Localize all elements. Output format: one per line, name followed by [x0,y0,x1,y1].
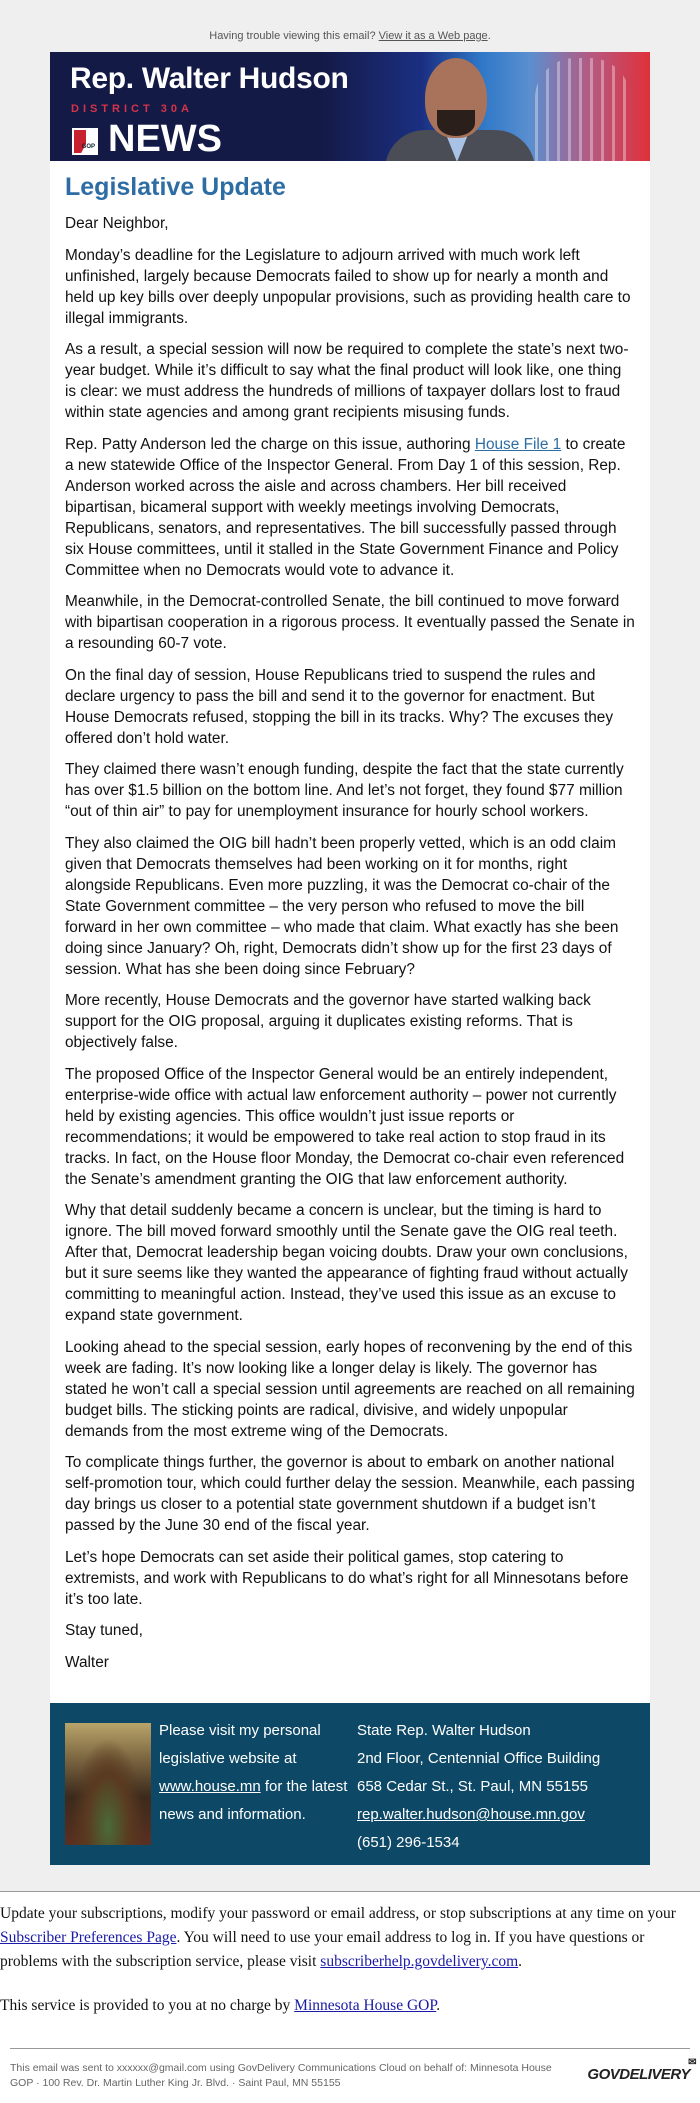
paragraph: They also claimed the OIG bill hadn’t been properly vetted, which is an odd claim given that Democrats themselves had been working on it for months, right alongside Republicans. Even more puzzling, it was the Democrat co-chair of the State Government committee – the very person who refused to move the bill forward in her own committee – who made that claim. What exactly has she been doing since January? Oh, right, Democrats didn’t show up for the first 23 days of session. What has she been doing since February? [65,834,619,978]
text: . [436,1997,441,2014]
header-name: Rep. Walter Hudson [70,62,349,95]
paragraph: To complicate things further, the governor is about to embark on another national self-promotion tour, which could further delay the session. Meanwhile, each passing day brings us closer to a potential state government shutdown if a budget isn’t passed by the June 30 end of the fiscal year. [65,1454,635,1534]
service-text [0,1994,700,2018]
greeting: Dear Neighbor, [65,215,169,232]
trouble-text: Having trouble viewing this email? [209,30,379,42]
paragraph: The proposed Office of the Inspector General would be an entirely independent, enterprise-wide office with actual law enforcement authority – power not currently held by existing agencies. This office wouldn’t just issue reports or recommendations; it would be empowered to take real action to stop fraud in its tracks. In fact, on the House floor Monday, the Democrat co-chair even referenced the Senate’s amendment granting the OIG that law enforcement authority. [65,1065,625,1188]
representative-photo [385,52,535,161]
paragraph [65,434,635,581]
paragraph: Looking ahead to the special session, early hopes of reconvening by the end of this week are fading. It’s now looking like a longer delay is likely. The governor has stated he won’t call a special session until agreements are reached on all remaining budget bills. The sticking points are radical, divisive, and widely unpopular demands from the most extreme wing of the Democrats. [65,1338,635,1440]
signature: Walter [65,1653,109,1671]
website-info [159,1717,357,1845]
contact-phone: (651) 296-1534 [357,1834,460,1851]
paragraph: As a result, a special session will now be required to complete the state’s next two-year budget. While it’s difficult to say what the final product will look like, one thing is clear: we must address the hundreds of millions of taxpayer dollars lost to fraud within state agencies and among grant recipients misusing funds. [65,341,629,421]
page-title: Legislative Update [65,173,286,201]
paragraph: Let’s hope Democrats can set aside their political games, stop catering to extremists, and work with Republicans to do what’s right for all Minnesotans before it’s too late. [65,1548,629,1608]
subscriber-preferences-link[interactable]: Subscriber Preferences Page [0,1929,177,1946]
view-web-page-link[interactable]: View it as a Web page [378,30,488,42]
contact-name: State Rep. Walter Hudson [357,1722,531,1739]
paragraph: They claimed there wasn’t enough funding, despite the fact that the state currently has over $1.5 billion on the bottom line. And let’s not forget, they found $77 million “out of thin air” to pay for unemployment insurance for hourly school workers. [65,761,624,820]
fine-print [0,2049,700,2103]
house-chamber-image [65,1723,151,1845]
email-container [50,52,650,1865]
subscription-footer [0,1892,700,2018]
email-body [50,161,650,1703]
contact-box [50,1703,650,1865]
header-news: NEWS [108,118,222,160]
govdelivery-logo[interactable]: GOVDELIVERY ✉ [587,2057,696,2083]
house-website-link[interactable]: www.house.mn [159,1778,261,1795]
sent-to-text: This email was sent to xxxxxx@gmail.com using GovDelivery Communications Cloud on behalf of: Minnesota House GOP · 100 Rev. Dr. Martin Luther King Jr. Blvd. · Saint Paul, MN 55155 [10,2062,552,2089]
paragraph: On the final day of session, House Republicans tried to suspend the rules and declare urgency to pass the bill and send it to the governor for enactment. But House Democrats refused, stopping the bill in its tracks. Why? The excuses they offered don’t hold water. [65,666,614,747]
capitol-graphic [535,58,630,161]
text: This service is provided to you at no charge by [0,1997,295,2014]
paragraph: Why that detail suddenly became a concern is unclear, but the timing is hard to ignore. The bill moved forward smoothly until the Senate gave the OIG real teeth. After that, Democrat leadership began voicing doubts. Draw your own conclusions, but it sure seems like they wanted the appearance of fighting fraud without actually committing to meaningful action. Instead, they’ve used this issue as an excuse to expand state government. [65,1202,628,1324]
text: for the latest news and information. [159,1778,348,1823]
trouble-viewing-bar [0,30,700,52]
text: . [518,1953,523,1970]
paragraph: Monday’s deadline for the Legislature to adjourn arrived with much work left unfinished, largely because Democrats failed to show up for nearly a month and held up key bills over deeply unpopular provisions, such as providing health care to illegal immigrants. [65,246,631,327]
envelope-icon: ✉ [688,2057,696,2068]
header-district: DISTRICT 30A [71,103,193,115]
text: to create a new statewide Office of the Inspector General. From Day 1 of this session, Rep. Anderson worked across the aisle and across chambers. Her bill received bipartisan, bicameral support with weekly meetings involving Democrats, Republicans, senators, and representatives. The bill successfully passed through six House committees, until it stalled in the State Government Finance and Policy Committee when no Democrats would vote to advance it. [65,435,626,579]
contact-email-link[interactable]: rep.walter.hudson@house.mn.gov [357,1806,585,1823]
paragraph: More recently, House Democrats and the governor have started walking back support for the OIG proposal, arguing it duplicates existing reforms. That is objectively false. [65,992,591,1051]
period: . [487,30,491,42]
contact-address-2: 658 Cedar St., St. Paul, MN 55155 [357,1778,588,1795]
text: Rep. Patty Anderson led the charge on this issue, authoring [65,435,475,453]
text: Please visit my personal legislative website at [159,1722,321,1767]
paragraph: Meanwhile, in the Democrat-controlled Senate, the bill continued to move forward with bipartisan cooperation in a rigorous process. It eventually passed the Senate in a resounding 60-7 vote. [65,593,635,652]
house-file-1-link[interactable]: House File 1 [474,435,562,453]
minnesota-house-gop-link[interactable]: Minnesota House GOP [294,1997,437,2014]
header-banner [50,52,650,161]
mn-gop-logo-icon: GOP [72,128,98,155]
sign-off: Stay tuned, [65,1622,143,1639]
text: . You will need to use your email address to log in. If you have questions or problems with the subscription service, please visit [0,1929,645,1970]
contact-address-1: 2nd Floor, Centennial Office Building [357,1750,601,1767]
subscription-text [0,1902,700,1974]
contact-info [357,1717,601,1851]
subscriber-help-link[interactable]: subscriberhelp.govdelivery.com [320,1953,519,1970]
text: Update your subscriptions, modify your password or email address, or stop subscriptions at any time on your [0,1905,676,1922]
